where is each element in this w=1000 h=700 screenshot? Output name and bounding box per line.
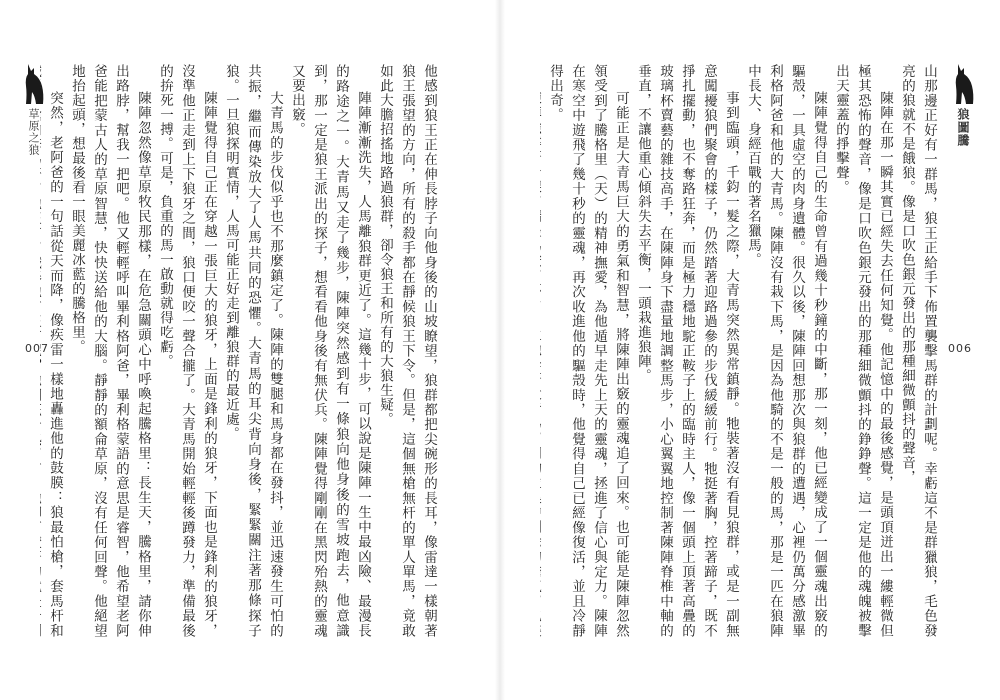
- paragraph: 事到臨頭，千鈞一髮之際，大青馬突然異常鎮靜。牠裝著沒有看見狼群，或是一副無意闖擾狼們聚會的樣子，仍然踏著迎路過參的步伐緩緩前行。牠挺著胸，控著蹄子，既不掙扎擺動，也不奪路狂奔，而是極力穩地駝正鞍子上的臨時主人，像一個頭上頂著高疊的玻璃杯賣藝的雜技高手，在陳陣身下盡量地調整馬步，小心翼翼地控制著陳陣脊椎中軸的垂直，不讓他重心傾斜失去平衡，一頭栽進狼陣。: [635, 64, 739, 638]
- howling-wolf-icon: [952, 62, 978, 106]
- page-number-right: 006: [948, 342, 972, 355]
- running-header-subtitle: 草原之狼: [27, 108, 40, 156]
- paragraph: 陳陣忽然像草原牧民那樣，在危急關頭心中呼喚起騰格里：長生天，騰格里，請你伸出路脖，幫我一把吧。他又輕輕呼叫畢利格阿爸，畢利格蒙語的意思是睿智，他希望老阿爸能把蒙古人的草原智慧，快快送給他的大腦。靜靜的額侖草原，沒有任何回聲。他絕望地抬起頭，想最後看一眼美麗冰藍的騰格里。: [69, 64, 151, 638]
- paragraph: 陳陣覺得自己的生命曾有過幾十秒鐘的中斷，那一刻，他已經變成了一個靈魂出竅的驅殼，一具虛空的肉身遺體。很久以後，陳陣回想那次與狼群的遭遇，心裡仍萬分感激畢利格阿爸和他的大青馬。陳陣沒有栽下馬，是因為他騎的不是一般的馬，那是一匹在狼陣中長大、身經百戰的著名獵馬。: [745, 64, 827, 638]
- paragraph: [540, 64, 544, 638]
- page-number-left: 007: [25, 342, 49, 355]
- paragraph: 陳陣在那一瞬其實已經失去任何知覺。他記憶中的最後感覺，是頭頂迸出一縷輕微但極其恐怖的聲音，像是口吹色銀元發出的那種細微顫抖的錚錚聲。這一定是他的魂魄被擊出天靈蓋的掙擊聲。: [833, 64, 893, 638]
- paragraph: 可能正是大青馬巨大的勇氣和智慧，將陳陣出竅的靈魂追了回來。也可能是陳陣忽然領受到了騰格里（天）的精神撫愛，為他遁早走先上天的靈魂，拯進了信心與定力。陳陣在寒空中遊飛了幾十秒的靈魂，再次收進他的驅殼時，他覺得自己已經像復活，並且冷靜得出奇。: [547, 64, 629, 638]
- paragraph: 突然，老阿爸的一句話從天而降，像疾雷一樣地轟進他的鼓膜：狼最怕槍，套馬杆和: [47, 91, 63, 638]
- paragraph: 陳陣覺得自己正在穿越一張巨大的狼牙，上面是鋒利的狼牙，下面也是鋒利的狼牙，沒準他正走到上下狼牙之間，狼口便咬一聲合攏了。大青馬開始輕輕後蹲發力，準備最後的拚死一搏。可是，負重的馬一啟動就得吃虧。: [157, 64, 217, 638]
- paragraph: 山那邊正好有一群馬，狼王正給手下佈置襲擊馬群的計劃呢。幸虧這不是群獵狼，毛色發亮的狼就不是餓狼。像是口吹色銀元發出的那種細微顫抖的聲音，: [899, 64, 937, 638]
- right-page-body: [540, 64, 940, 638]
- paragraph: 大青馬的步伐似乎也不那麼鎮定了。陳陣的雙腿和馬身都在發抖，並迅速發生可怕的共振，繼而傳染放大了人馬共同的恐懼。大青馬的耳尖背向身後，緊緊關注著那條探子狼。一旦狼探明實情，人馬可能正好走到離狼群的最近處。: [223, 64, 283, 638]
- running-header-right: [952, 62, 988, 147]
- right-page: [500, 0, 1000, 700]
- left-page-body: [40, 64, 440, 638]
- paragraph: 他感到狼王正在伸長脖子向他身後的山坡瞭望，狼群都把尖碗形的長耳，像雷達一樣朝著狼王張望的方向，所有的殺手都在靜候狼王下令。但是，這個無槍無杆的單人單馬，竟敢如此大膽招搖地路過狼群，卻令狼王和所有的大狼生疑。: [377, 64, 437, 638]
- running-header-title: 狼圖騰: [956, 108, 970, 147]
- paragraph: 陣陣漸漸洗失，人馬離狼群更近了。這幾十步，可以說是陳陣一生中最凶險、最漫長的路途之一。大青馬又走了幾步，陳陣突然感到有一條狼向他身後的雪坡跑去，他意識到，那一定是狼王派出的探子，想看看他身後有無伏兵。陳陣覺得剛剛在黑閃殆熱的靈魂又要出竅。: [289, 64, 371, 638]
